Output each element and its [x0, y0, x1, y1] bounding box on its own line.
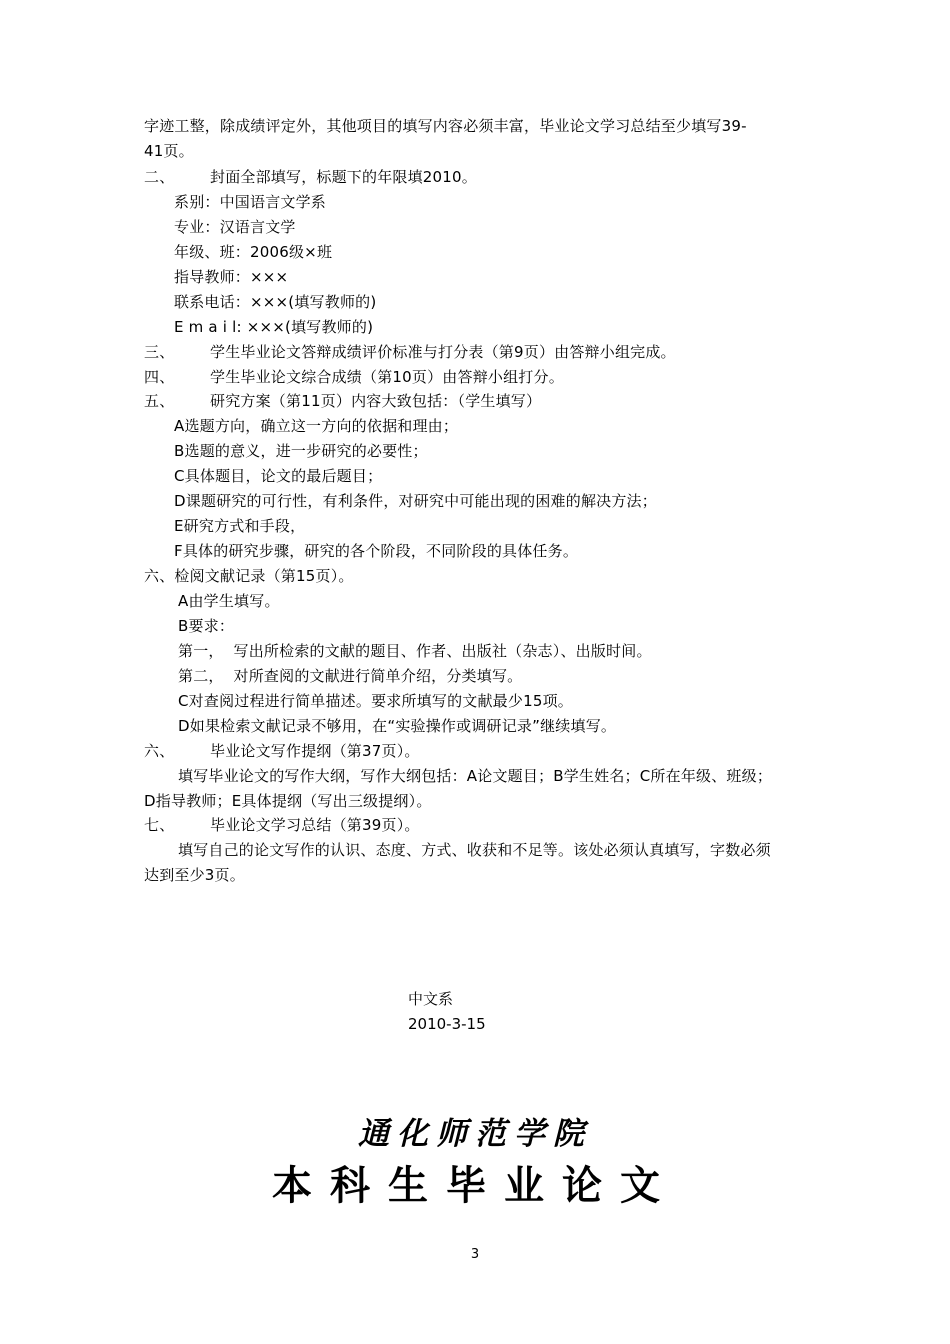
item-numeral: 六、 — [144, 742, 175, 760]
item-three — [144, 342, 676, 362]
signature-dept: 中文系 — [408, 990, 454, 1008]
paragraph-line: 专业：汉语言文学 — [174, 218, 296, 236]
item-numeral: 二、 — [144, 168, 175, 186]
paragraph-line: 第二， 对所查阅的文献进行简单介绍，分类填写。 — [178, 667, 523, 685]
paragraph-line: 系别：中国语言文学系 — [174, 193, 327, 211]
item-numeral: 三、 — [144, 343, 175, 361]
item-text: 毕业论文写作提纲（第37页）。 — [210, 742, 420, 760]
item-two — [144, 167, 477, 187]
paragraph-line: 第一， 写出所检索的文献的题目、作者、出版社（杂志）、出版时间。 — [178, 642, 652, 660]
item-numeral: 七、 — [144, 816, 175, 834]
item-numeral: 五、 — [144, 392, 175, 410]
paragraph-line: C对查阅过程进行简单描述。要求所填写的文献最少15项。 — [178, 692, 573, 710]
paragraph-line: 六、检阅文献记录（第15页）。 — [144, 567, 354, 585]
paragraph-line: B选题的意义，进一步研究的必要性； — [174, 442, 428, 460]
item-text: 学生毕业论文综合成绩（第10页）由答辩小组打分。 — [210, 368, 564, 386]
page-number: 3 — [470, 1247, 480, 1262]
item-text: 封面全部填写，标题下的年限填2010。 — [210, 168, 477, 186]
item-seven — [144, 815, 420, 835]
paragraph-line: D如果检索文献记录不够用，在“实验操作或调研记录”继续填写。 — [178, 717, 617, 735]
paragraph-line: 填写毕业论文的写作大纲，写作大纲包括：A论文题目；B学生姓名；C所在年级、班级； — [178, 767, 773, 785]
paragraph-line: C具体题目，论文的最后题目； — [174, 467, 383, 485]
item-text: 学生毕业论文答辩成绩评价标准与打分表（第9页）由答辩小组完成。 — [210, 343, 676, 361]
paragraph-line: 年级、班：2006级×班 — [174, 243, 333, 261]
item-five — [144, 391, 541, 411]
paragraph-line: 达到至少3页。 — [144, 866, 245, 884]
signature-date: 2010-3-15 — [408, 1015, 486, 1033]
paragraph-line: E m a i l: ×××(填写教师的) — [174, 318, 374, 336]
paragraph-line: 联系电话：×××(填写教师的) — [174, 293, 377, 311]
paragraph-line: 填写自己的论文写作的认识、态度、方式、收获和不足等。该处必须认真填写，字数必须 — [178, 841, 771, 859]
thesis-title: 本科生毕业论文 — [272, 1163, 678, 1209]
paragraph-line: A选题方向，确立这一方向的依据和理由； — [174, 417, 459, 435]
item-six — [144, 741, 420, 761]
paragraph-line: D课题研究的可行性，有利条件，对研究中可能出现的困难的解决方法； — [174, 492, 657, 510]
paragraph-line: 41页。 — [144, 142, 194, 160]
paragraph-line: 字迹工整，除成绩评定外，其他项目的填写内容必须丰富，毕业论文学习总结至少填写39- — [144, 117, 747, 135]
paragraph-line: A由学生填写。 — [178, 592, 280, 610]
paragraph-line: D指导教师；E具体提纲（写出三级提纲）。 — [144, 792, 432, 810]
paragraph-line: F具体的研究步骤，研究的各个阶段，不同阶段的具体任务。 — [174, 542, 579, 560]
paragraph-line: 指导教师：××× — [174, 268, 289, 286]
item-numeral: 四、 — [144, 368, 175, 386]
item-text: 毕业论文学习总结（第39页）。 — [210, 816, 420, 834]
paragraph-line: E研究方式和手段， — [174, 517, 306, 535]
school-name: 通化师范学院 — [358, 1116, 592, 1152]
item-text: 研究方案（第11页）内容大致包括：（学生填写） — [210, 392, 542, 410]
paragraph-line: B要求： — [178, 617, 235, 635]
item-four — [144, 367, 564, 387]
